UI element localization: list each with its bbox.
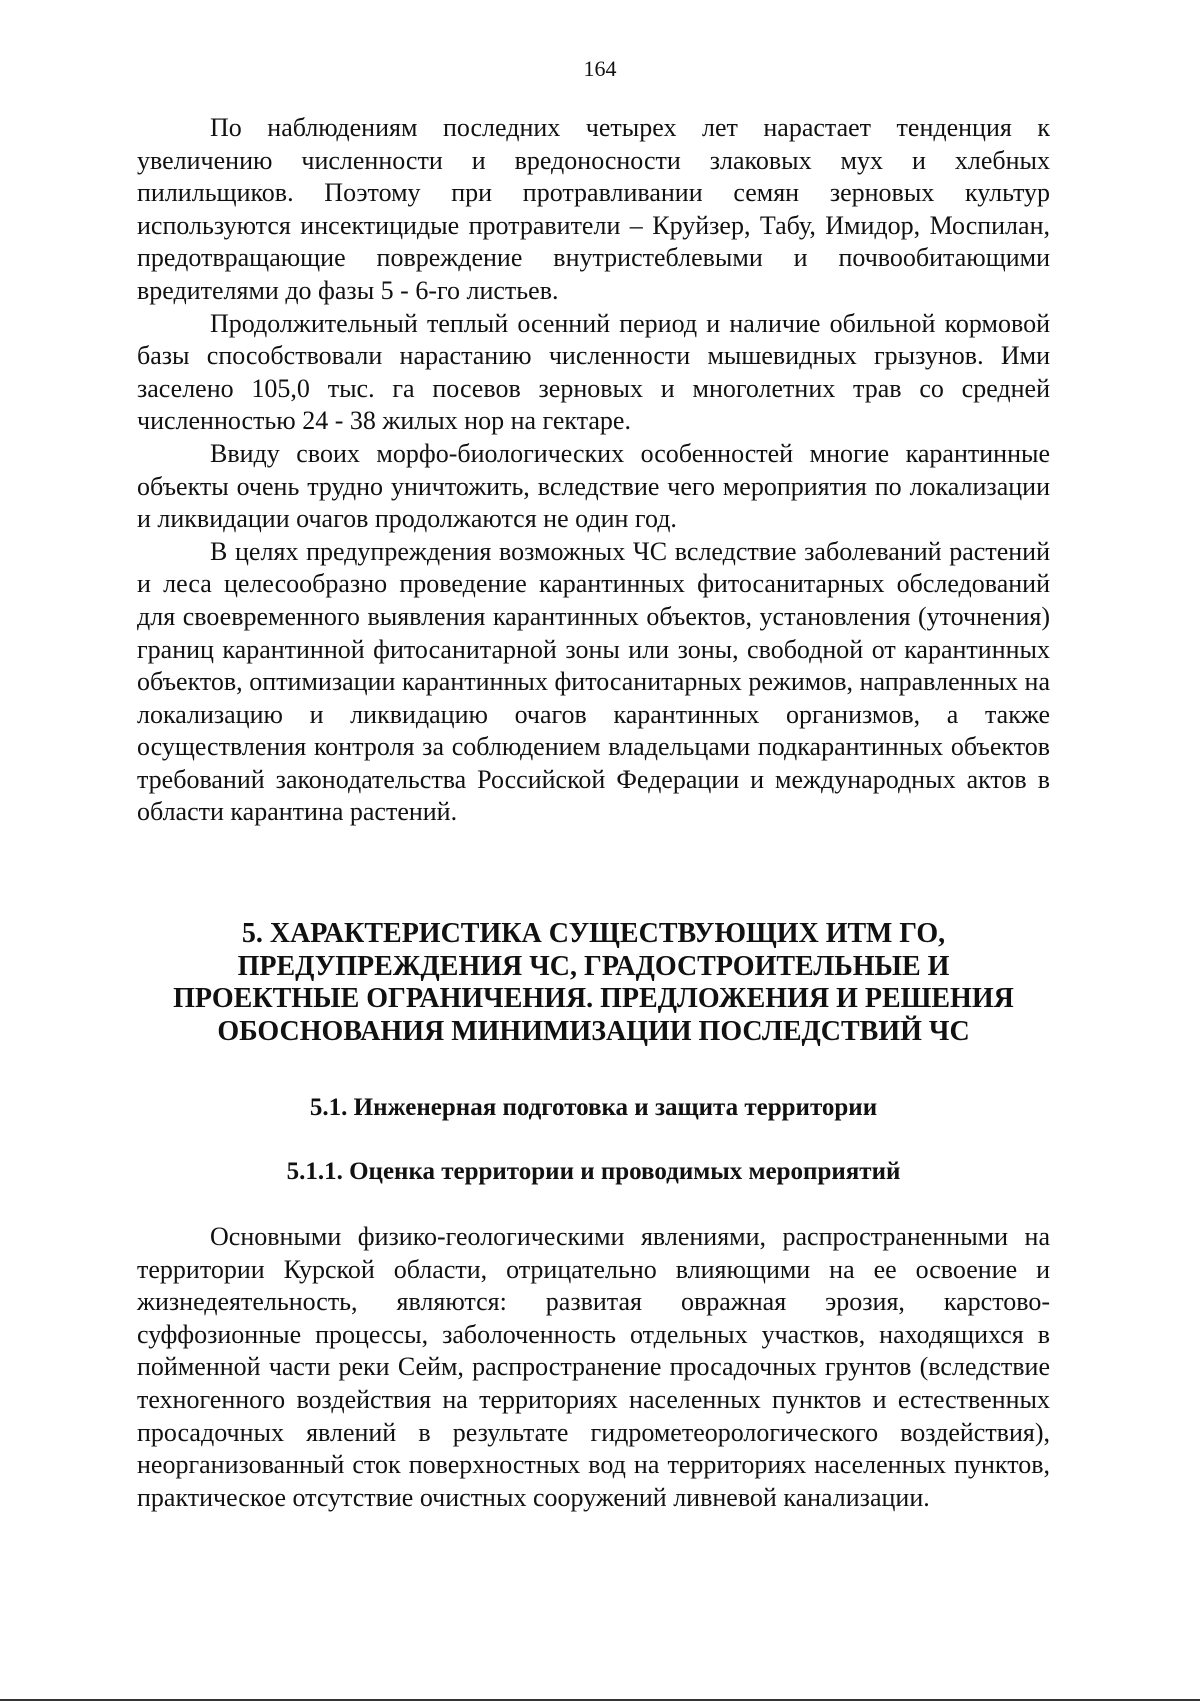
paragraph-rodents: Продолжительный теплый осенний период и наличие обильной кормовой базы способствовали нарастанию численности мышевидных грызунов. Ими заселено 105,0 тыс. га посевов зерновых и многолетних трав со средней численностью 24 - 38 жилых нор на гектаре. [137,308,1050,436]
body-text-top [137,112,1050,829]
section-title-line-3: ПРОЕКТНЫЕ ОГРАНИЧЕНИЯ. ПРЕДЛОЖЕНИЯ И РЕШЕНИЯ [173,983,1014,1014]
section-title [137,918,1050,1048]
paragraph-quarantine-surveys: В целях предупреждения возможных ЧС вследствие заболеваний растений и леса целесообразно проведение карантинных фитосанитарных обследований для своевременного выявления карантинных объектов, установления (уточнения) границ карантинной фитосанитарной зоны или зоны, свободной от карантинных объектов, оптимизации карантинных фитосанитарных режимов, направленных на локализацию и ликвидацию очагов карантинных организмов, а также осуществления контроля за соблюдением владельцами подкарантинных объектов требований законодательства Российской Федерации и международных актов в области карантина растений. [137,536,1050,827]
subsubsection-title: 5.1.1. Оценка территории и проводимых мероприятий [286,1158,901,1185]
page-number: 164 [583,56,617,81]
paragraph-quarantine-objects: Ввиду своих морфо-биологических особенностей многие карантинные объекты очень трудно уничтожить, вследствие чего мероприятия по локализации и ликвидации очагов продолжаются не один год. [137,438,1050,534]
section-title-line-2: ПРЕДУПРЕЖДЕНИЯ ЧС, ГРАДОСТРОИТЕЛЬНЫЕ И [237,950,950,982]
paragraph-geological-phenomena: Основными физико-геологическими явлениями, распространенными на территории Курской области, отрицательно влияющими на ее освоение и жизнедеятельность, являются: развитая овражная эрозия, карстово-суффозионные процессы, заболоченность отдельных участков, находящихся в пойменной части реки Сейм, распространение просадочных грунтов (вследствие техногенного воздействия на территориях населенных пунктов и естественных просадочных явлений в результате гидрометеорологического воздействия), неорганизованный сток поверхностных вод на территориях населенных пунктов, практическое отсутствие очистных сооружений ливневой канализации. [137,1222,1050,1512]
section-title-line-1: 5. ХАРАКТЕРИСТИКА СУЩЕСТВУЮЩИХ ИТМ ГО, [241,918,946,949]
section-title-line-4: ОБОСНОВАНИЯ МИНИМИЗАЦИИ ПОСЛЕДСТВИЙ ЧС [217,1015,970,1047]
subsection-title: 5.1. Инженерная подготовка и защита территории [309,1094,878,1121]
paragraph-pests: По наблюдениям последних четырех лет нарастает тенденция к увеличению численности и вредоносности злаковых мух и хлебных пилильщиков. Поэтому при протравливании семян зерновых культур используются инсектицидые протравители – Круйзер, Табу, Имидор, Моспилан, предотвращающие повреждение внутристеблевыми и почвообитающими вредителями до фазы 5 - 6-го листьев. [137,113,1050,305]
body-text-bottom [137,1221,1050,1514]
